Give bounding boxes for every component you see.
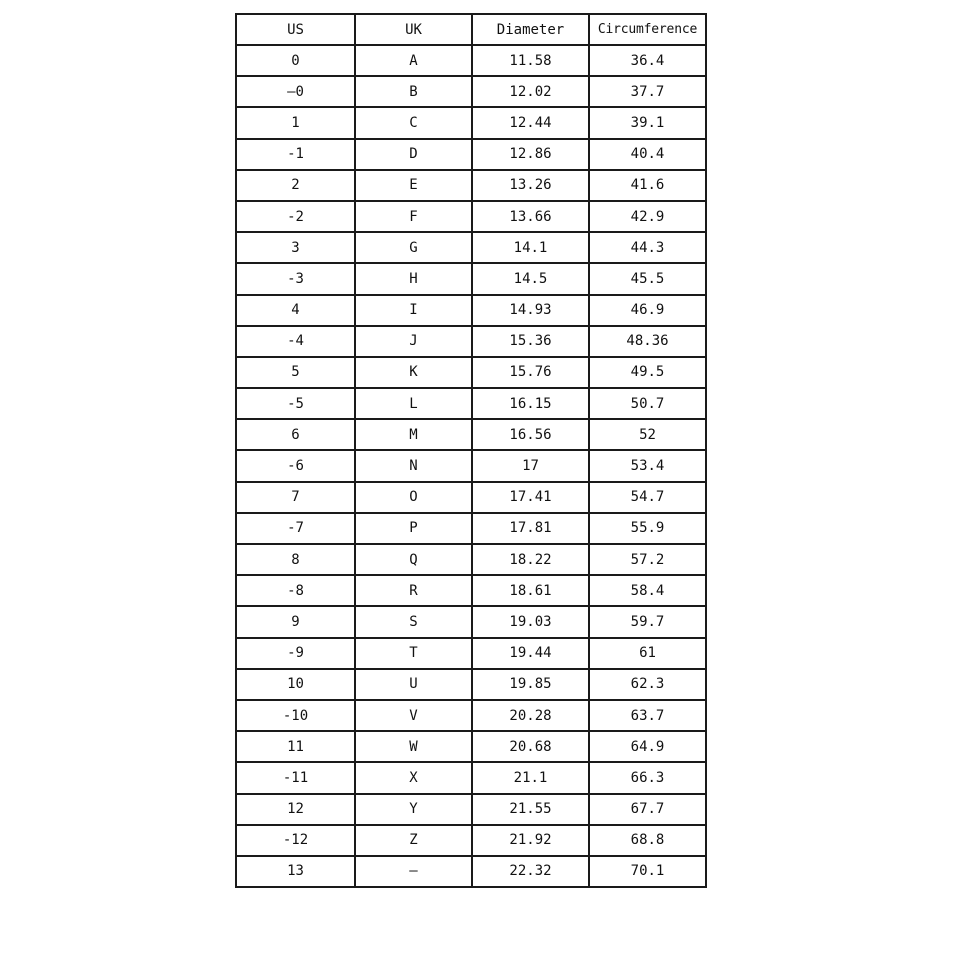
diameter-cell: 19.03 xyxy=(472,606,589,637)
diameter-cell: 17 xyxy=(472,450,589,481)
diameter-cell: 22.32 xyxy=(472,856,589,887)
table-row xyxy=(236,794,706,825)
uk-cell: D xyxy=(355,139,472,170)
table-row xyxy=(236,731,706,762)
table-row xyxy=(236,450,706,481)
uk-cell: — xyxy=(355,856,472,887)
circumference-cell: 49.5 xyxy=(589,357,706,388)
circumference-cell: 52 xyxy=(589,419,706,450)
us-cell: 12 xyxy=(236,794,355,825)
circumference-cell: 42.9 xyxy=(589,201,706,232)
diameter-cell: 16.15 xyxy=(472,388,589,419)
uk-cell: A xyxy=(355,45,472,76)
circumference-cell: 61 xyxy=(589,638,706,669)
diameter-cell: 13.66 xyxy=(472,201,589,232)
circumference-cell: 48.36 xyxy=(589,326,706,357)
uk-cell: Q xyxy=(355,544,472,575)
us-cell: -7 xyxy=(236,513,355,544)
diameter-cell: 20.28 xyxy=(472,700,589,731)
us-cell: 7 xyxy=(236,482,355,513)
table-body xyxy=(236,45,706,887)
table-row xyxy=(236,232,706,263)
uk-cell: E xyxy=(355,170,472,201)
us-cell: 3 xyxy=(236,232,355,263)
diameter-cell: 18.61 xyxy=(472,575,589,606)
uk-cell: P xyxy=(355,513,472,544)
diameter-cell: 19.85 xyxy=(472,669,589,700)
uk-cell: I xyxy=(355,295,472,326)
us-cell: -12 xyxy=(236,825,355,856)
diameter-cell: 18.22 xyxy=(472,544,589,575)
circumference-cell: 36.4 xyxy=(589,45,706,76)
table-row xyxy=(236,388,706,419)
us-cell: 5 xyxy=(236,357,355,388)
us-cell: 2 xyxy=(236,170,355,201)
table-row xyxy=(236,513,706,544)
diameter-cell: 21.1 xyxy=(472,762,589,793)
circumference-cell: 58.4 xyxy=(589,575,706,606)
us-cell: -9 xyxy=(236,638,355,669)
circumference-cell: 54.7 xyxy=(589,482,706,513)
circumference-cell: 68.8 xyxy=(589,825,706,856)
table-row xyxy=(236,825,706,856)
table-row xyxy=(236,45,706,76)
diameter-cell: 20.68 xyxy=(472,731,589,762)
header-diameter: Diameter xyxy=(472,14,589,45)
table-row xyxy=(236,669,706,700)
circumference-cell: 55.9 xyxy=(589,513,706,544)
table-row xyxy=(236,295,706,326)
circumference-cell: 40.4 xyxy=(589,139,706,170)
diameter-cell: 16.56 xyxy=(472,419,589,450)
diameter-cell: 21.92 xyxy=(472,825,589,856)
header-row xyxy=(236,14,706,45)
table-row xyxy=(236,326,706,357)
table-row xyxy=(236,107,706,138)
diameter-cell: 12.02 xyxy=(472,76,589,107)
diameter-cell: 13.26 xyxy=(472,170,589,201)
circumference-cell: 37.7 xyxy=(589,76,706,107)
circumference-cell: 67.7 xyxy=(589,794,706,825)
us-cell: 10 xyxy=(236,669,355,700)
table-row xyxy=(236,544,706,575)
diameter-cell: 17.81 xyxy=(472,513,589,544)
us-cell: -4 xyxy=(236,326,355,357)
us-cell: 13 xyxy=(236,856,355,887)
circumference-cell: 45.5 xyxy=(589,263,706,294)
diameter-cell: 15.36 xyxy=(472,326,589,357)
us-cell: -6 xyxy=(236,450,355,481)
uk-cell: C xyxy=(355,107,472,138)
table-row xyxy=(236,575,706,606)
uk-cell: H xyxy=(355,263,472,294)
table-row xyxy=(236,482,706,513)
diameter-cell: 14.93 xyxy=(472,295,589,326)
diameter-cell: 21.55 xyxy=(472,794,589,825)
circumference-cell: 39.1 xyxy=(589,107,706,138)
uk-cell: R xyxy=(355,575,472,606)
us-cell: 1 xyxy=(236,107,355,138)
us-cell: -5 xyxy=(236,388,355,419)
us-cell: -11 xyxy=(236,762,355,793)
us-cell: 6 xyxy=(236,419,355,450)
header-uk: UK xyxy=(355,14,472,45)
table-row xyxy=(236,856,706,887)
table-row xyxy=(236,170,706,201)
us-cell: -2 xyxy=(236,201,355,232)
table-row xyxy=(236,76,706,107)
circumference-cell: 66.3 xyxy=(589,762,706,793)
uk-cell: T xyxy=(355,638,472,669)
uk-cell: V xyxy=(355,700,472,731)
circumference-cell: 41.6 xyxy=(589,170,706,201)
diameter-cell: 12.86 xyxy=(472,139,589,170)
table-row xyxy=(236,700,706,731)
circumference-cell: 59.7 xyxy=(589,606,706,637)
diameter-cell: 11.58 xyxy=(472,45,589,76)
uk-cell: B xyxy=(355,76,472,107)
us-cell: 9 xyxy=(236,606,355,637)
uk-cell: K xyxy=(355,357,472,388)
uk-cell: F xyxy=(355,201,472,232)
us-cell: -1 xyxy=(236,139,355,170)
us-cell: 11 xyxy=(236,731,355,762)
diameter-cell: 12.44 xyxy=(472,107,589,138)
us-cell: 8 xyxy=(236,544,355,575)
circumference-cell: 63.7 xyxy=(589,700,706,731)
uk-cell: L xyxy=(355,388,472,419)
uk-cell: N xyxy=(355,450,472,481)
uk-cell: Y xyxy=(355,794,472,825)
circumference-cell: 62.3 xyxy=(589,669,706,700)
us-cell: 0 xyxy=(236,45,355,76)
circumference-cell: 57.2 xyxy=(589,544,706,575)
circumference-cell: 50.7 xyxy=(589,388,706,419)
table-row xyxy=(236,139,706,170)
diameter-cell: 14.5 xyxy=(472,263,589,294)
circumference-cell: 44.3 xyxy=(589,232,706,263)
table-row xyxy=(236,263,706,294)
uk-cell: W xyxy=(355,731,472,762)
circumference-cell: 46.9 xyxy=(589,295,706,326)
table-row xyxy=(236,638,706,669)
uk-cell: Z xyxy=(355,825,472,856)
uk-cell: M xyxy=(355,419,472,450)
table-row xyxy=(236,419,706,450)
ring-size-table xyxy=(235,13,707,888)
us-cell: -10 xyxy=(236,700,355,731)
us-cell: -3 xyxy=(236,263,355,294)
table-row xyxy=(236,762,706,793)
us-cell: 4 xyxy=(236,295,355,326)
diameter-cell: 14.1 xyxy=(472,232,589,263)
table-row xyxy=(236,357,706,388)
circumference-cell: 64.9 xyxy=(589,731,706,762)
uk-cell: G xyxy=(355,232,472,263)
diameter-cell: 17.41 xyxy=(472,482,589,513)
circumference-cell: 70.1 xyxy=(589,856,706,887)
us-cell: —0 xyxy=(236,76,355,107)
diameter-cell: 15.76 xyxy=(472,357,589,388)
table-header xyxy=(236,14,706,45)
uk-cell: J xyxy=(355,326,472,357)
circumference-cell: 53.4 xyxy=(589,450,706,481)
diameter-cell: 19.44 xyxy=(472,638,589,669)
header-us: US xyxy=(236,14,355,45)
table-row xyxy=(236,201,706,232)
uk-cell: U xyxy=(355,669,472,700)
header-circumference: Circumference xyxy=(589,14,706,45)
uk-cell: X xyxy=(355,762,472,793)
uk-cell: O xyxy=(355,482,472,513)
us-cell: -8 xyxy=(236,575,355,606)
table-row xyxy=(236,606,706,637)
uk-cell: S xyxy=(355,606,472,637)
